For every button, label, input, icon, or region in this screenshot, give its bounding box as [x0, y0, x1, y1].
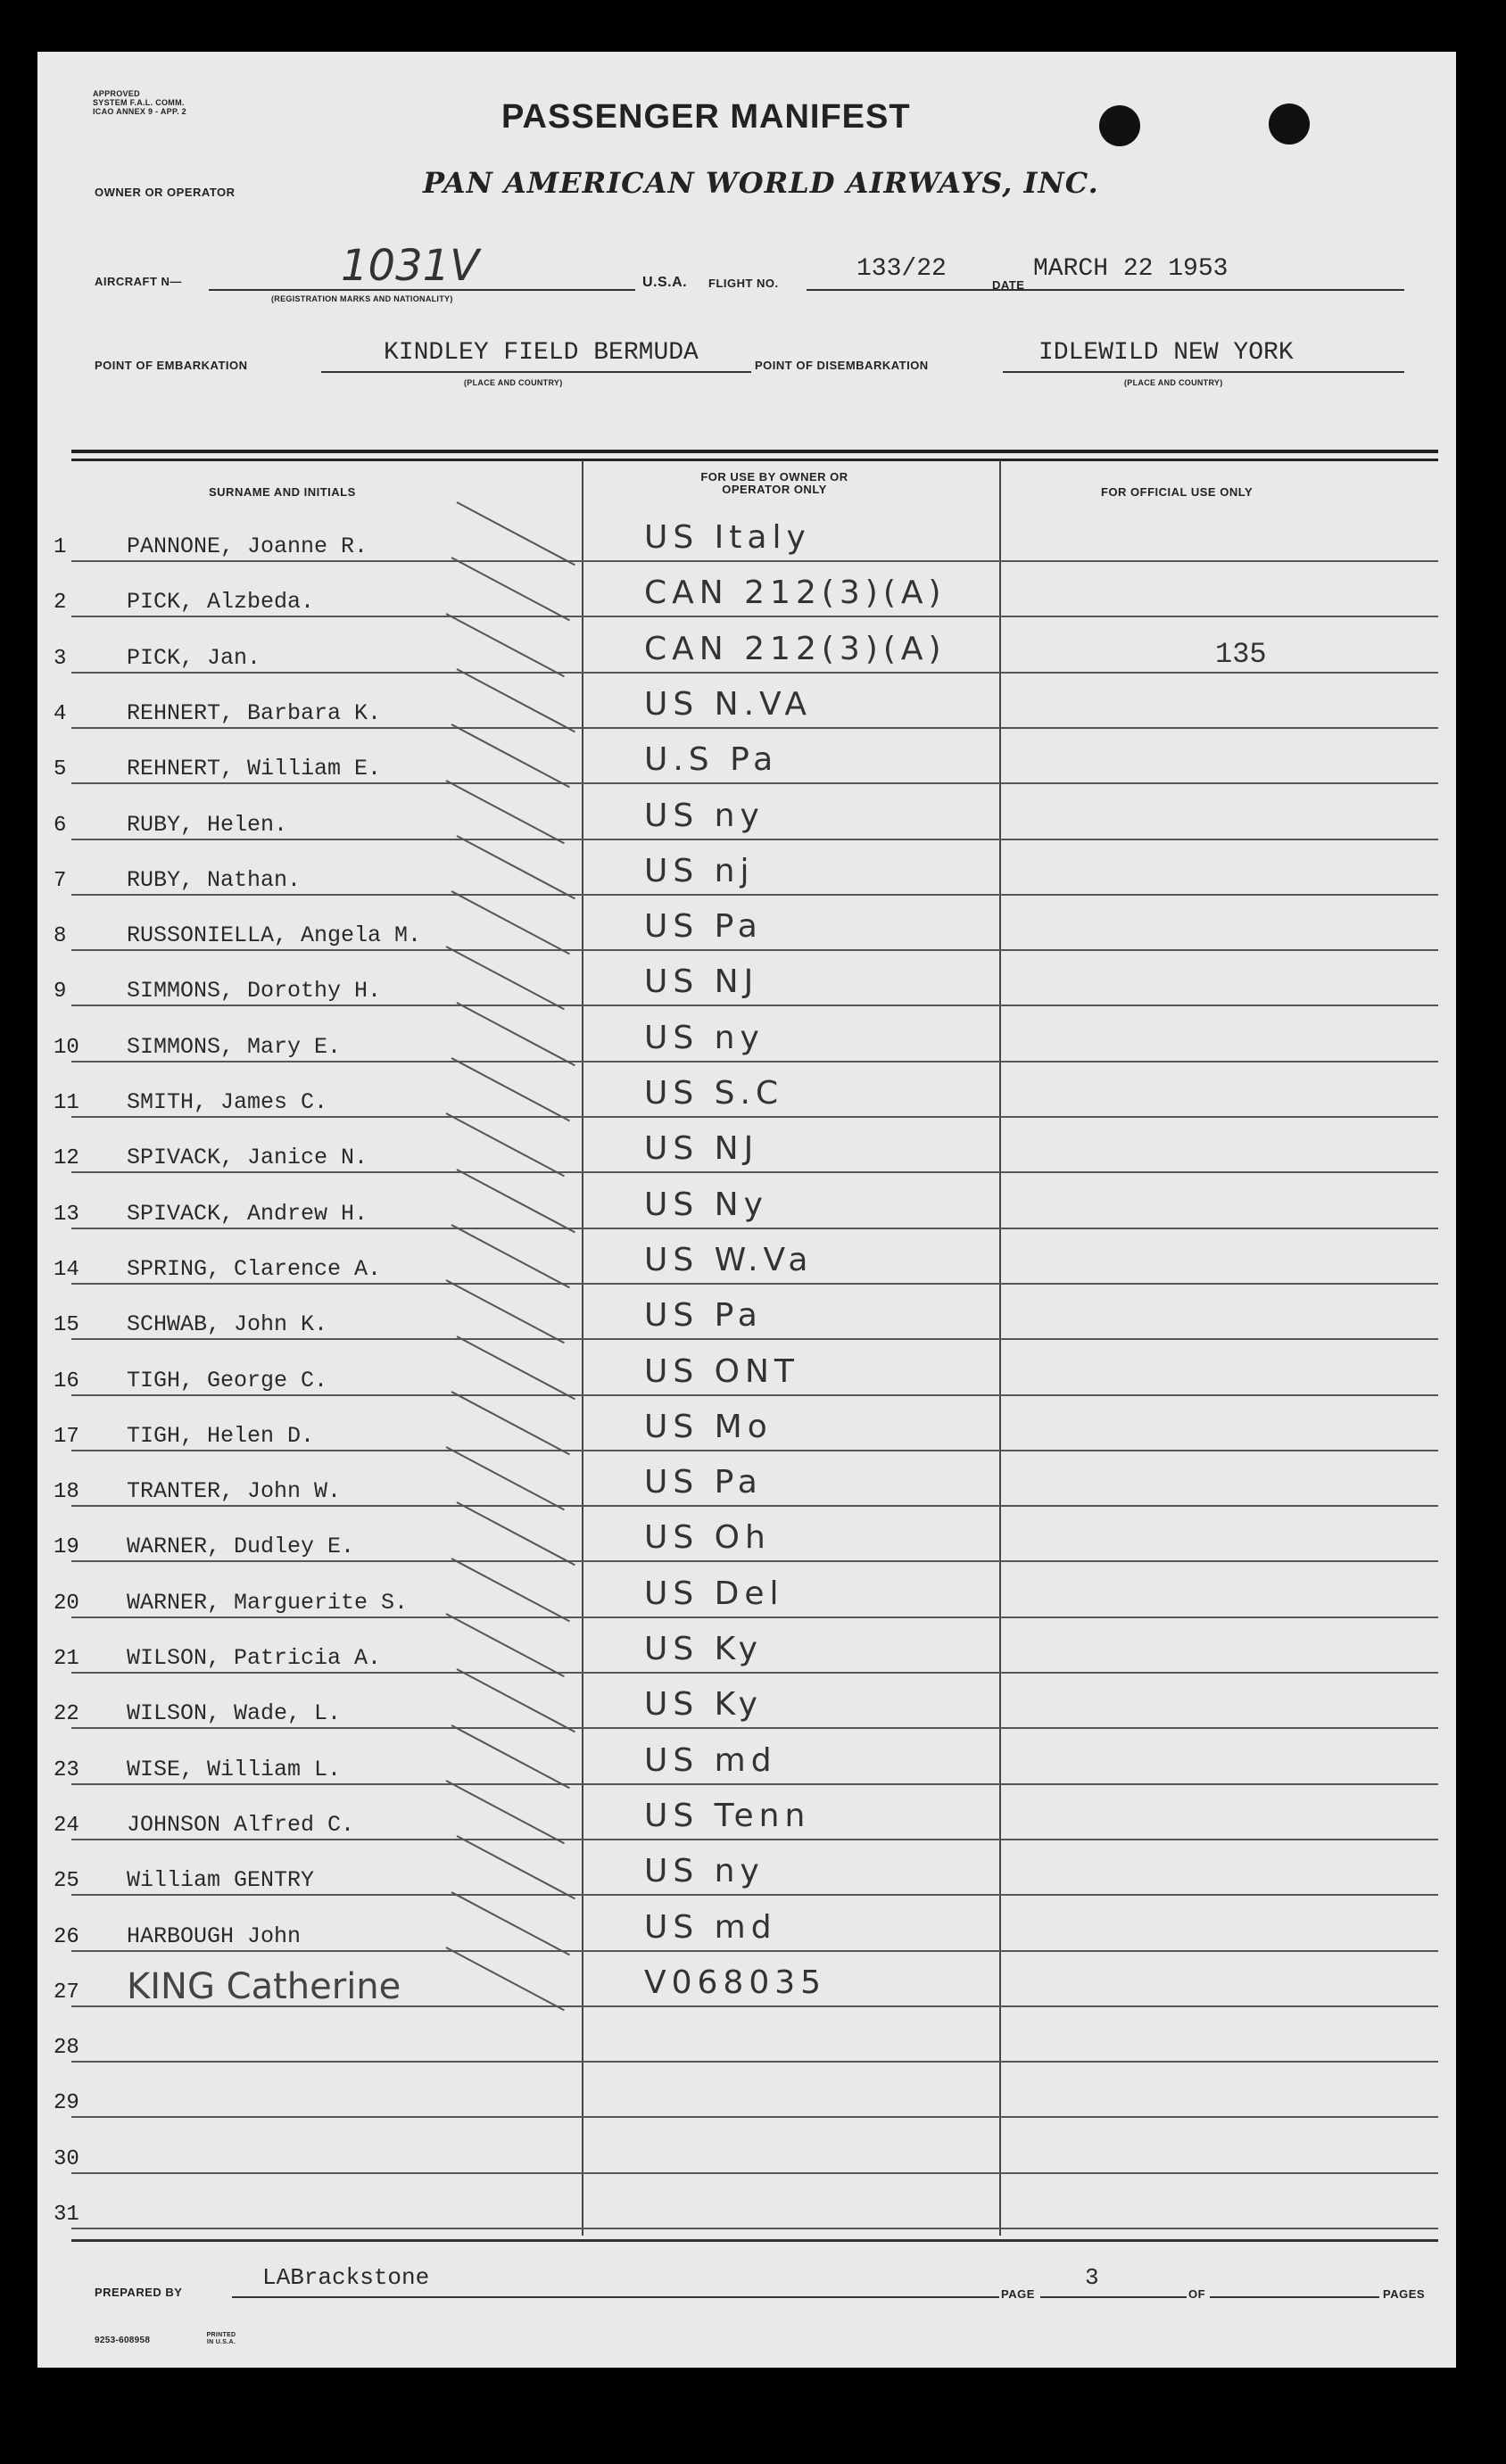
row-number: 4: [54, 701, 67, 726]
check-mark: [451, 1224, 570, 1288]
of-underline: [1210, 2296, 1379, 2298]
check-mark: [446, 947, 565, 1011]
table-row-rule: [71, 1560, 1438, 1562]
date-label: DATE: [992, 278, 1025, 292]
row-number: 10: [54, 1035, 79, 1060]
approved-block: [93, 89, 186, 116]
passenger-name: TRANTER, John W.: [127, 1478, 342, 1505]
table-row-rule: [71, 1505, 1438, 1507]
check-mark: [457, 1668, 575, 1732]
passenger-name: SPIVACK, Andrew H.: [127, 1200, 368, 1227]
table-row-rule: [71, 949, 1438, 951]
check-mark: [446, 1112, 565, 1177]
aircraft-label: AIRCRAFT N—: [95, 275, 182, 288]
passenger-name: REHNERT, Barbara K.: [127, 699, 382, 726]
table-row-rule: [71, 1616, 1438, 1618]
aircraft-value: 1031V: [341, 241, 479, 291]
owner-use-entry: US Oh: [644, 1519, 771, 1557]
row-number: 22: [54, 1702, 79, 1727]
owner-use-entry: US NJ: [644, 963, 759, 1001]
table-row-rule: [71, 1894, 1438, 1896]
passenger-name: SPIVACK, Janice N.: [127, 1145, 368, 1171]
owner-use-entry: US ny: [644, 797, 765, 834]
owner-use-entry: US NJ: [644, 1130, 759, 1168]
row-number: 31: [54, 2203, 79, 2227]
table-row-rule: [71, 1950, 1438, 1952]
check-mark: [457, 668, 575, 732]
printed-mark: PRINTED IN U.S.A.: [206, 2332, 236, 2345]
date-underline: [1030, 289, 1404, 291]
date-value: MARCH 22 1953: [1033, 255, 1229, 283]
passenger-name: REHNERT, William E.: [127, 756, 382, 782]
table-row-rule: [71, 1171, 1438, 1173]
check-mark: [446, 1613, 565, 1677]
row-number: 28: [54, 2036, 79, 2061]
check-mark: [446, 613, 565, 677]
row-number: 27: [54, 1980, 79, 2005]
approved-line: ICAO ANNEX 9 - APP. 2: [93, 107, 186, 116]
usa-label: U.S.A.: [642, 275, 688, 290]
passenger-name: PANNONE, Joanne R.: [127, 533, 368, 559]
row-number: 18: [54, 1480, 79, 1505]
passenger-name: SCHWAB, John K.: [127, 1311, 328, 1338]
row-number: 14: [54, 1257, 79, 1282]
row-number: 17: [54, 1424, 79, 1449]
disembarkation-underline: [1003, 371, 1404, 373]
operator-name: PAN AMERICAN WORLD AIRWAYS, INC.: [423, 166, 1099, 200]
owner-use-entry: US ny: [644, 1019, 765, 1056]
owner-use-entry: US Del: [644, 1575, 784, 1612]
table-row-rule: [71, 839, 1438, 840]
page-label: PAGE: [1001, 2287, 1035, 2301]
passenger-name: TIGH, George C.: [127, 1367, 328, 1393]
passenger-name: SPRING, Clarence A.: [127, 1255, 382, 1282]
check-mark: [457, 835, 575, 899]
row-number: 30: [54, 2146, 79, 2171]
owner-use-entry: CAN 212(3)(A): [644, 630, 947, 667]
form-number: 9253-608958: [95, 2336, 151, 2345]
check-mark: [451, 890, 570, 955]
check-mark: [457, 1002, 575, 1066]
row-number: 13: [54, 1202, 79, 1227]
row-number: 12: [54, 1146, 79, 1171]
passenger-name: SIMMONS, Mary E.: [127, 1033, 342, 1060]
row-number: 15: [54, 1313, 79, 1338]
passenger-name: JOHNSON Alfred C.: [127, 1811, 355, 1838]
owner-use-entry: U.S Pa: [644, 741, 779, 779]
check-mark: [457, 1335, 575, 1400]
passenger-name: WISE, William L.: [127, 1756, 342, 1782]
check-mark: [446, 1780, 565, 1844]
table-row-rule: [71, 782, 1438, 784]
owner-use-entry: US Pa: [644, 908, 763, 946]
check-mark: [457, 1502, 575, 1567]
check-mark: [446, 1279, 565, 1344]
table-row-rule: [71, 1283, 1438, 1285]
manifest-page: [37, 52, 1456, 2368]
row-number: 23: [54, 1757, 79, 1782]
check-mark: [451, 1891, 570, 1955]
owner-use-entry: US md: [644, 1908, 777, 1946]
page-title: PASSENGER MANIFEST: [501, 98, 911, 136]
owner-use-entry: CAN 212(3)(A): [644, 575, 947, 612]
passenger-name: RUSSONIELLA, Angela M.: [127, 922, 422, 949]
table-top-rule: [71, 450, 1438, 461]
check-mark: [451, 723, 570, 788]
table-row-rule: [71, 727, 1438, 729]
column-header-official-use: FOR OFFICIAL USE ONLY: [1101, 485, 1254, 499]
row-number: 26: [54, 1924, 79, 1949]
passenger-name: WILSON, Patricia A.: [127, 1645, 382, 1671]
punch-hole: [1099, 105, 1140, 146]
prepared-value: LABrackstone: [262, 2264, 430, 2291]
of-label: OF: [1188, 2287, 1206, 2301]
passenger-name: William GENTRY: [127, 1867, 315, 1894]
owner-use-entry: US S.C: [644, 1075, 784, 1112]
check-mark: [451, 1724, 570, 1789]
owner-use-entry: US Pa: [644, 1297, 763, 1335]
owner-use-entry: US Tenn: [644, 1797, 811, 1834]
row-number: 8: [54, 924, 67, 949]
passenger-name: RUBY, Nathan.: [127, 866, 302, 893]
column-header-owner-use: FOR USE BY OWNER OR OPERATOR ONLY: [700, 470, 848, 496]
row-number: 21: [54, 1647, 79, 1671]
table-row-rule: [71, 1228, 1438, 1229]
check-mark: [451, 1558, 570, 1622]
owner-use-entry: US Italy: [644, 519, 811, 556]
embarkation-underline: [321, 371, 751, 373]
owner-use-entry: US Ky: [644, 1686, 763, 1724]
official-use-entry: 135: [1215, 637, 1267, 671]
check-mark: [457, 501, 575, 566]
owner-use-entry: US ny: [644, 1853, 765, 1890]
owner-label: OWNER OR OPERATOR: [95, 186, 236, 199]
row-number: 29: [54, 2091, 79, 2116]
registration-caption: (REGISTRATION MARKS AND NATIONALITY): [271, 294, 453, 303]
row-number: 19: [54, 1535, 79, 1560]
row-number: 7: [54, 868, 67, 893]
owner-use-entry: US Ky: [644, 1631, 763, 1667]
owner-use-entry: US Pa: [644, 1464, 763, 1501]
flight-label: FLIGHT NO.: [708, 277, 779, 290]
page-underline: [1040, 2296, 1187, 2298]
place-caption: (PLACE AND COUNTRY): [1124, 378, 1223, 387]
pages-label: PAGES: [1383, 2287, 1426, 2301]
table-row-rule: [71, 2061, 1438, 2063]
passenger-name: WARNER, Dudley E.: [127, 1534, 355, 1560]
page-value: 3: [1085, 2264, 1099, 2291]
row-number: 24: [54, 1813, 79, 1838]
passenger-name: PICK, Alzbeda.: [127, 589, 315, 616]
check-mark: [457, 1835, 575, 1899]
passenger-name: WARNER, Marguerite S.: [127, 1589, 409, 1616]
table-bottom-rule: [71, 2239, 1438, 2242]
check-mark: [446, 1446, 565, 1510]
table-row-rule: [71, 2116, 1438, 2118]
row-number: 6: [54, 813, 67, 838]
table-row-rule: [71, 1450, 1438, 1451]
check-mark: [457, 1169, 575, 1233]
row-number: 1: [54, 535, 67, 559]
passenger-name: SMITH, James C.: [127, 1089, 328, 1115]
row-number: 3: [54, 646, 67, 671]
prepared-label: PREPARED BY: [95, 2286, 183, 2299]
row-number: 2: [54, 591, 67, 616]
column-header-surname: SURNAME AND INITIALS: [209, 485, 356, 499]
table-row-rule: [71, 616, 1438, 617]
passenger-name: RUBY, Helen.: [127, 811, 288, 838]
check-mark: [451, 1391, 570, 1455]
punch-hole: [1269, 103, 1310, 145]
check-mark: [451, 1057, 570, 1121]
passenger-name: TIGH, Helen D.: [127, 1422, 315, 1449]
table-row-rule: [71, 1061, 1438, 1062]
table-row-rule: [71, 1338, 1438, 1340]
disembarkation-value: IDLEWILD NEW YORK: [1038, 339, 1294, 367]
check-mark: [451, 557, 570, 621]
table-row-rule: [71, 1394, 1438, 1396]
table-row-rule: [71, 1839, 1438, 1840]
table-row-rule: [71, 1672, 1438, 1674]
passenger-name: HARBOUGH John: [127, 1922, 302, 1949]
table-row-rule: [71, 894, 1438, 896]
row-number: 11: [54, 1091, 79, 1115]
table-row-rule: [71, 2172, 1438, 2174]
passenger-name: SIMMONS, Dorothy H.: [127, 978, 382, 1005]
row-number: 20: [54, 1591, 79, 1616]
embarkation-value: KINDLEY FIELD BERMUDA: [384, 339, 699, 367]
row-number: 25: [54, 1869, 79, 1894]
approved-line: SYSTEM F.A.L. COMM.: [93, 98, 185, 107]
table-row-rule: [71, 672, 1438, 674]
owner-use-entry: US Mo: [644, 1408, 773, 1445]
table-row-rule: [71, 1116, 1438, 1118]
flight-value: 133/22: [856, 255, 947, 283]
check-mark: [446, 1947, 565, 2011]
row-number: 9: [54, 980, 67, 1005]
passenger-name: KING Catherine: [127, 1965, 401, 2007]
place-caption: (PLACE AND COUNTRY): [464, 378, 563, 387]
owner-use-entry: US N.VA: [644, 685, 812, 723]
table-row-rule: [71, 1727, 1438, 1729]
row-number: 16: [54, 1368, 79, 1393]
table-row-rule: [71, 560, 1438, 562]
row-number: 5: [54, 757, 67, 782]
passenger-name: WILSON, Wade, L.: [127, 1700, 342, 1727]
table-row-rule: [71, 1005, 1438, 1006]
table-row-rule: [71, 1783, 1438, 1785]
owner-use-entry: US ONT: [644, 1352, 799, 1390]
prepared-underline: [232, 2296, 999, 2298]
approved-line: APPROVED: [93, 89, 140, 98]
table-row-rule: [71, 2228, 1438, 2229]
owner-use-entry: US nj: [644, 852, 755, 889]
owner-use-entry: US md: [644, 1741, 777, 1779]
owner-use-entry: V068035: [644, 1964, 827, 2001]
embarkation-label: POINT OF EMBARKATION: [95, 359, 248, 372]
check-mark: [446, 780, 565, 844]
owner-use-entry: US Ny: [644, 1186, 768, 1223]
passenger-name: PICK, Jan.: [127, 644, 261, 671]
owner-use-entry: US W.Va: [644, 1241, 814, 1278]
disembarkation-label: POINT OF DISEMBARKATION: [755, 359, 929, 372]
